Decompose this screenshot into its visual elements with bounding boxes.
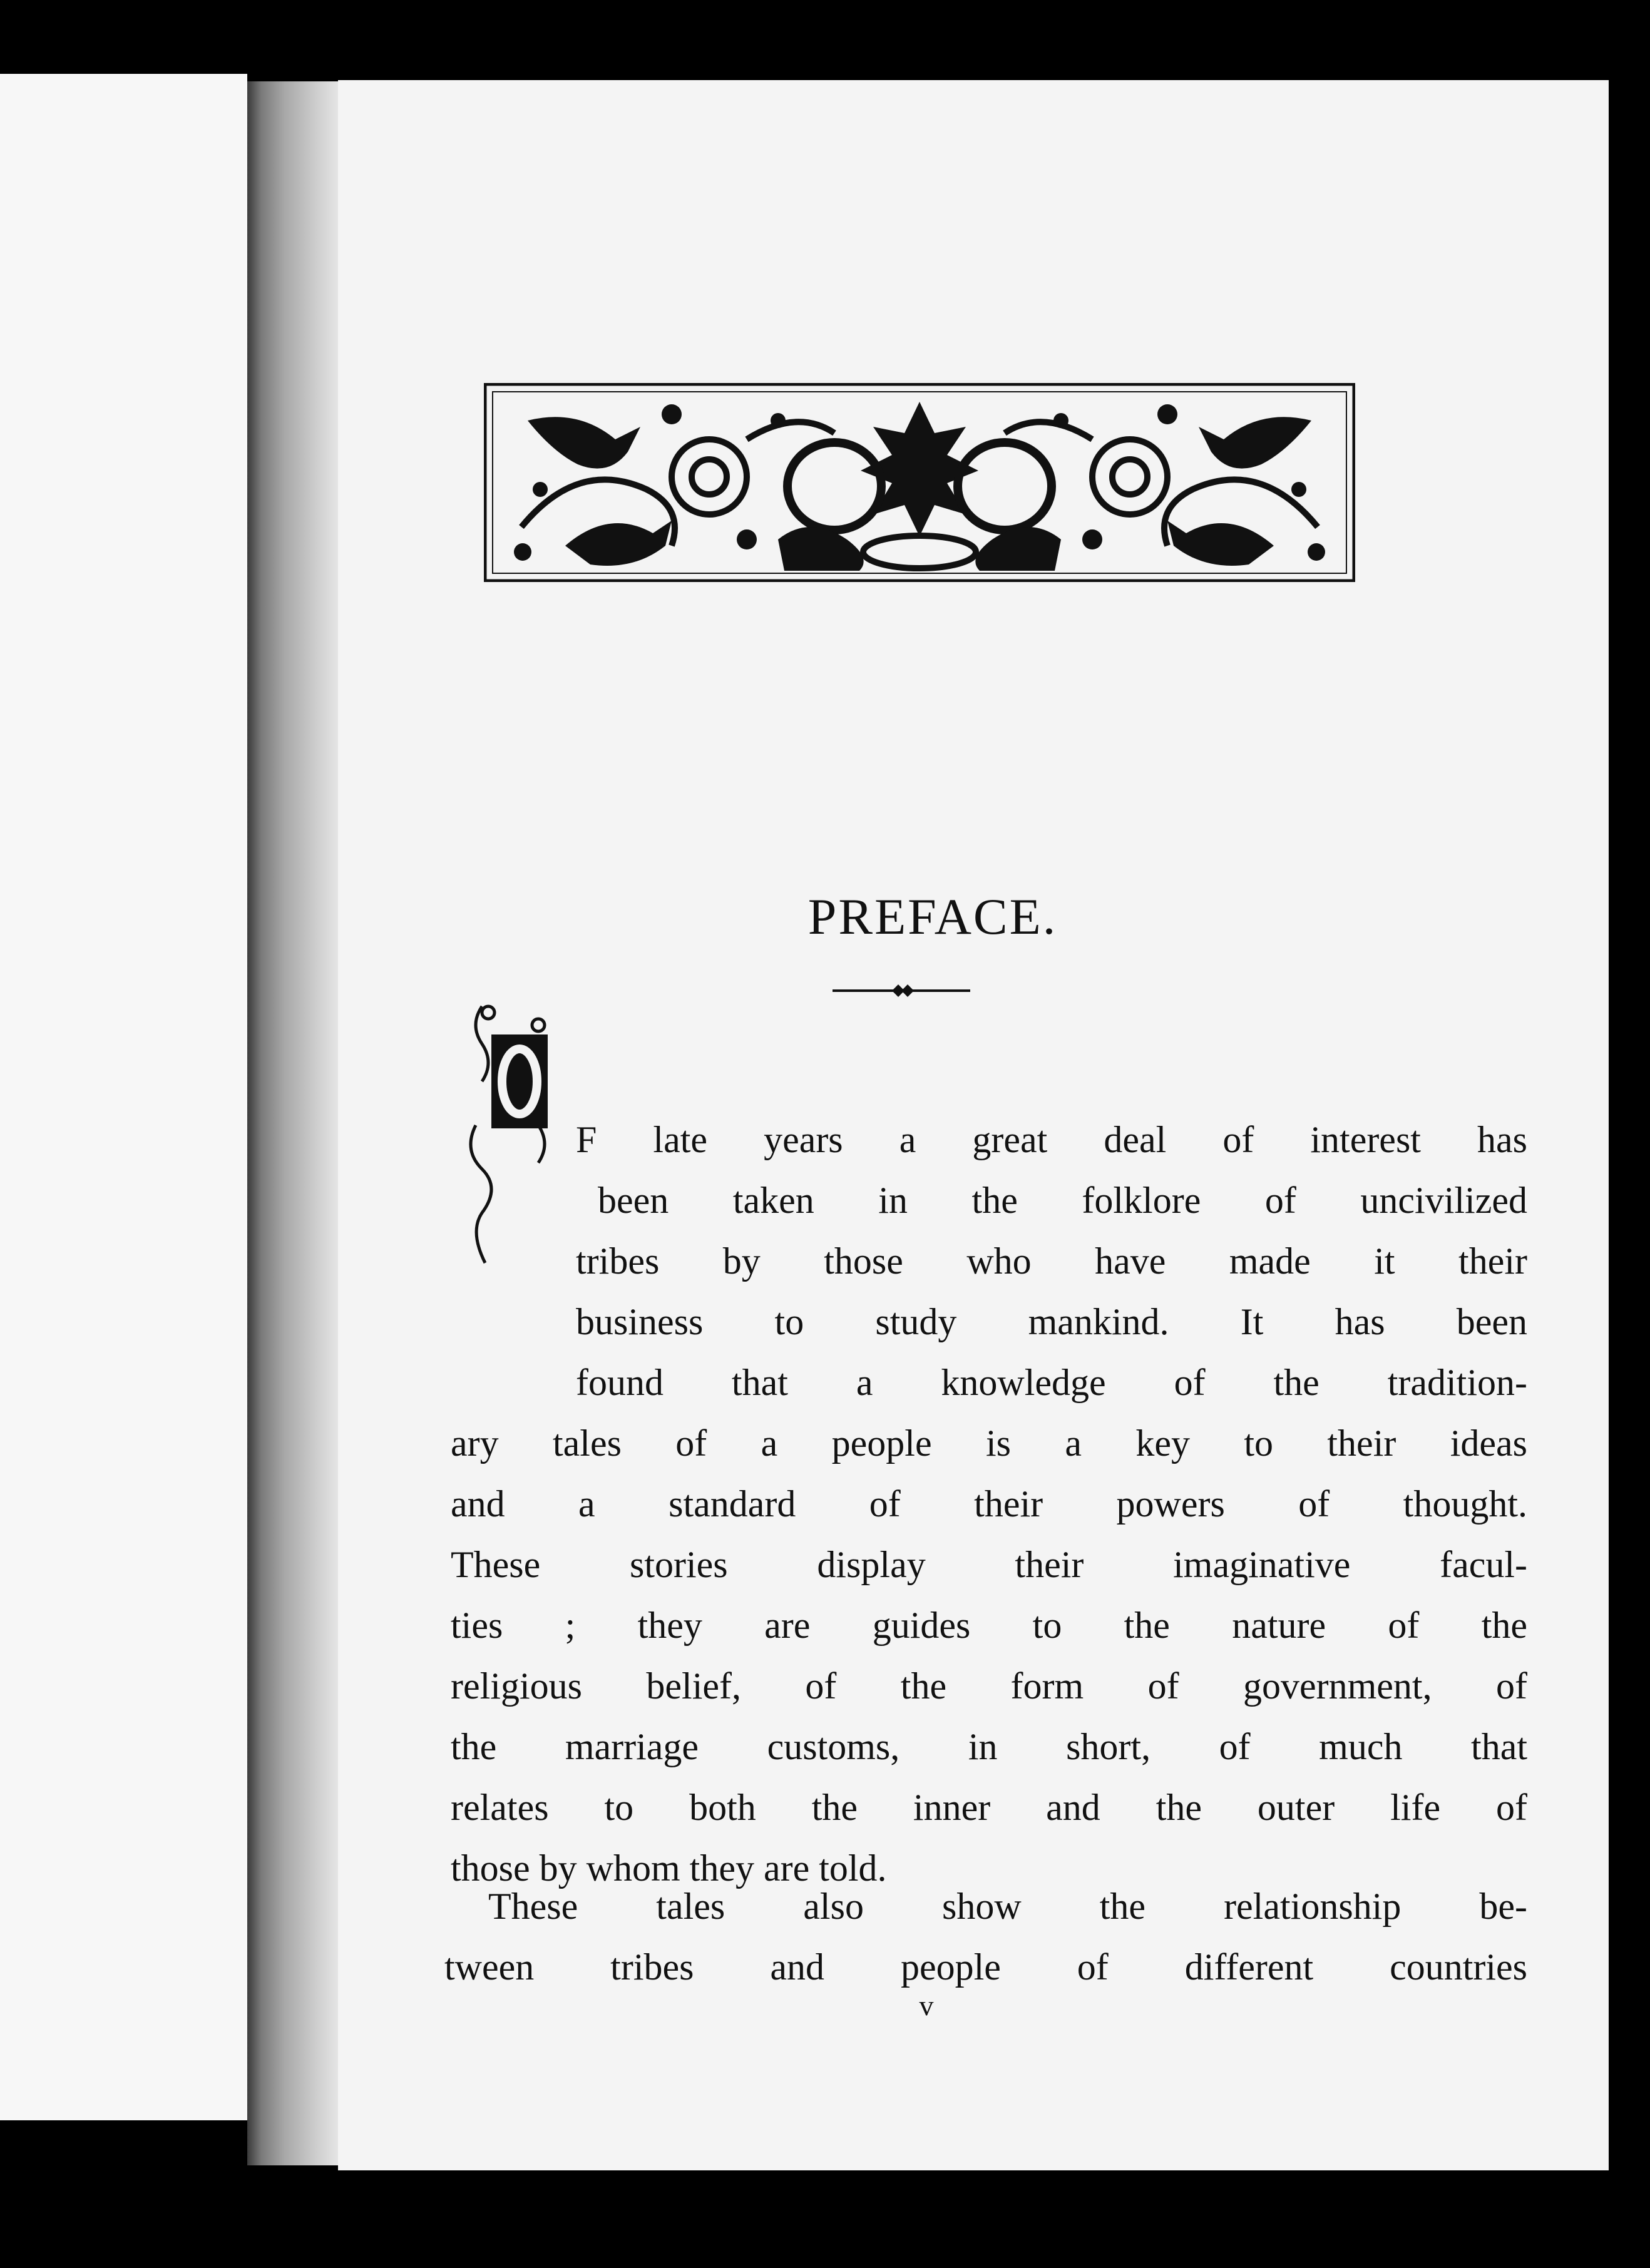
text-line: business to study mankind. It has been <box>576 1301 1527 1342</box>
text-line: religious belief, of the form of government, of <box>451 1665 1527 1707</box>
paragraph-2 <box>444 1876 1527 1998</box>
text-line: ties ; they are guides to the nature of the <box>451 1605 1527 1646</box>
text-line: those by whom they are told. <box>451 1847 887 1889</box>
paragraph-1-body <box>451 1413 1527 1899</box>
text-line: found that a knowledge of the tradition- <box>576 1362 1527 1403</box>
text-line: been taken in the folklore of uncivilized <box>598 1180 1527 1221</box>
text-line: relates to both the inner and the outer life of <box>451 1787 1527 1828</box>
page-number: v <box>919 1990 934 2021</box>
left-facing-page <box>0 74 247 2120</box>
preface-page <box>338 80 1609 2170</box>
text-line: ary tales of a people is a key to their ideas <box>451 1423 1527 1464</box>
text-line: These tales also show the relationship be- <box>488 1886 1527 1927</box>
text-line: tribes by those who have made it their <box>576 1240 1527 1282</box>
text-line: These stories display their imaginative facul- <box>451 1544 1527 1585</box>
text-line: the marriage customs, in short, of much that <box>451 1726 1527 1767</box>
book-gutter-shadow <box>247 81 341 2165</box>
text-line: tween tribes and people of different countries <box>444 1946 1527 1988</box>
text-line: F late years a great deal of interest has <box>576 1119 1527 1160</box>
title-divider-ornament <box>833 981 970 1000</box>
decorative-headpiece-ornament <box>484 383 1355 582</box>
decorated-drop-cap-initial <box>457 1000 557 1275</box>
page-title: PREFACE. <box>807 888 1058 945</box>
paragraph-1-opening <box>576 1110 1527 1413</box>
text-line: and a standard of their powers of thought. <box>451 1483 1527 1525</box>
